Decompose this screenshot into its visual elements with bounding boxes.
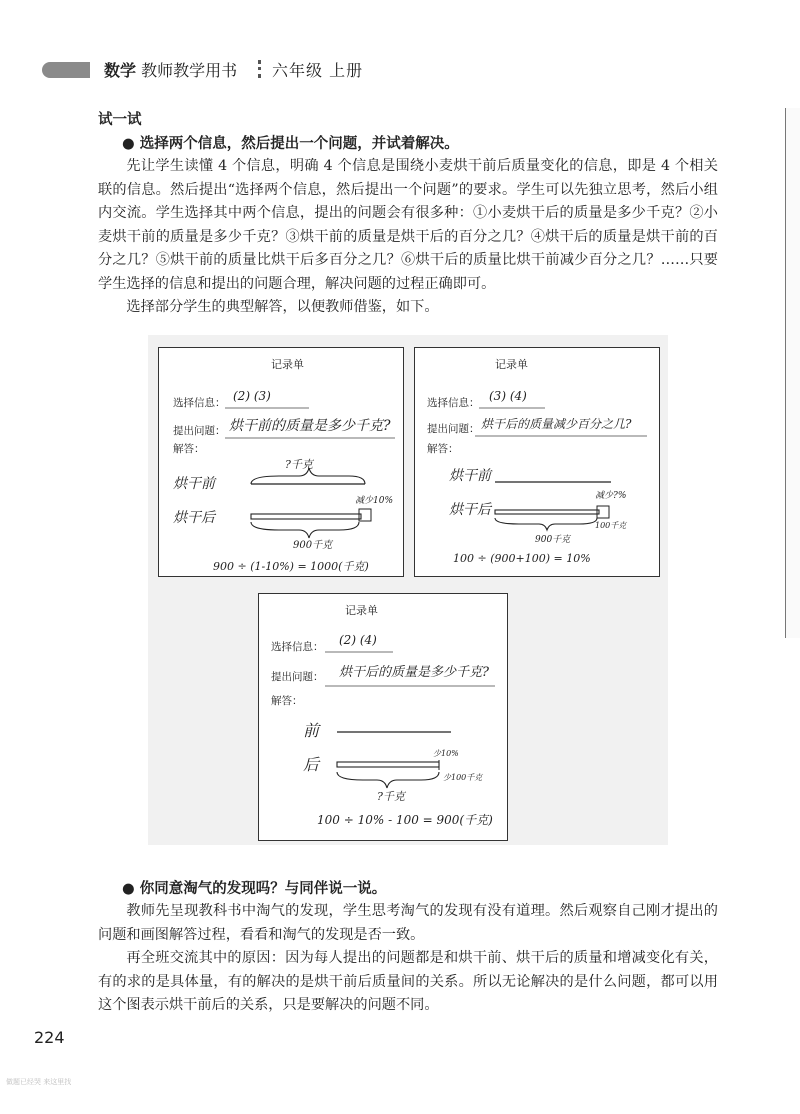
card2-question: 烘干后的质量减少百分之几? — [481, 417, 632, 431]
header-separator — [258, 60, 264, 78]
card2-bottom-brace — [495, 518, 597, 530]
page-number: 224 — [34, 1028, 65, 1047]
card1-bottom-brace — [251, 522, 359, 538]
card3-answer-label: 解答： — [271, 695, 303, 707]
record-card-3 — [258, 593, 508, 841]
card1-reduce-label: 减少10% — [355, 496, 394, 506]
bullet-heading-2: ● 你同意淘气的发现吗？与同伴说一说。 — [122, 881, 387, 897]
card1-equation: 900 ÷ (1-10%) = 1000(千克) — [213, 560, 369, 573]
paragraph-1-container — [98, 155, 718, 320]
card2-small-label: 100千克 — [595, 521, 627, 530]
card2-question-label: 提出问题： — [427, 423, 480, 435]
record-card-1-drawing — [159, 348, 403, 576]
card2-title: 记录单 — [495, 358, 528, 371]
card2-info-label: 选择信息： — [427, 397, 480, 409]
card3-info-label: 选择信息： — [271, 641, 324, 653]
paragraph-3: 教师先呈现教科书中淘气的发现，学生思考淘气的发现有没有道理。然后观察自己刚才提出的问题和画图解答过程，看看和淘气的发现是否一致。 — [98, 903, 718, 943]
card1-top-brace-label: ?千克 — [285, 458, 313, 471]
card2-info-value: (3) (4) — [489, 389, 527, 403]
paragraph-3-container — [98, 900, 718, 1018]
header-tab-decoration — [42, 62, 90, 78]
card1-info-label: 选择信息： — [173, 397, 226, 409]
card3-after-bar — [337, 762, 439, 767]
card3-equation: 100 ÷ 10% - 100 = 900(千克) — [317, 813, 493, 827]
page-edge-bar — [785, 108, 800, 638]
card3-bottom-brace — [337, 772, 439, 788]
card3-small-label: 少100千克 — [443, 773, 483, 782]
card3-row2-label: 后 — [303, 755, 320, 774]
paragraph-4: 再全班交流其中的原因：因为每人提出的问题都是和烘干前、烘干后的质量和增减变化有关，有的求的是具体量，有的解决的是烘干前后质量间的关系。所以无论解决的是什么问题，都可以用这个图表示烘干前后的关系，只是要解决的问题不同。 — [98, 950, 718, 1013]
card2-after-bar — [495, 510, 599, 514]
paragraph-1: 先让学生读懂 4 个信息，明确 4 个信息是围绕小麦烘干前后质量变化的信息，即是 4 个相关联的信息。然后提出“选择两个信息，然后提出一个问题”的要求。学生可以先独立思考，然后小组内交流。学生选择其中两个信息，提出的问题会有很多种：①小麦烘干后的质量是多少千克？②小麦烘干前的质量是多少千克？③烘干前的质量是烘干后的百分之几？④烘干后的质量是烘干前的百分之几？⑤烘干前的质量比烘干后多百分之几？⑥烘干后的质量比烘干前减少百分之几？……只要学生选择的信息和提出的问题合理，解决问题的过程正确即可。 — [98, 158, 718, 292]
card2-reduce-label: 减少?% — [595, 491, 627, 501]
card1-bottom-brace-label: 900千克 — [293, 540, 333, 551]
card2-equation: 100 ÷ (900+100) = 10% — [453, 552, 591, 565]
card1-after-bar — [251, 514, 361, 519]
header-grade: 六年级 上册 — [272, 61, 364, 80]
card2-answer-label: 解答： — [427, 443, 459, 455]
card1-row2-label: 烘干后 — [173, 510, 215, 526]
card1-question-label: 提出问题： — [173, 425, 226, 437]
student-answers-figure — [148, 335, 668, 845]
record-card-2 — [414, 347, 660, 577]
paragraph-2: 选择部分学生的典型解答，以便教师借鉴，如下。 — [126, 299, 439, 315]
card3-reduce-label: 少10% — [433, 749, 459, 758]
card1-question: 烘干前的质量是多少千克? — [229, 418, 391, 434]
record-card-2-drawing — [415, 348, 659, 576]
card2-bottom-brace-label: 900千克 — [535, 535, 571, 545]
card3-info-value: (2) (4) — [339, 633, 377, 647]
section-title: 试一试 — [98, 112, 142, 128]
header-subject: 数学 — [104, 61, 137, 80]
card1-row1-label: 烘干前 — [173, 476, 215, 492]
header-title — [104, 58, 237, 81]
record-card-3-drawing — [259, 594, 507, 840]
card1-title: 记录单 — [271, 358, 304, 371]
card3-row1-label: 前 — [303, 721, 320, 740]
card3-question: 烘干后的质量是多少千克? — [339, 665, 489, 680]
card3-title: 记录单 — [345, 604, 378, 617]
record-card-1 — [158, 347, 404, 577]
card2-row1-label: 烘干前 — [449, 468, 491, 484]
card1-info-value: (2) (3) — [233, 389, 271, 403]
card3-bottom-brace-label: ?千克 — [377, 790, 405, 803]
card2-row2-label: 烘干后 — [449, 502, 491, 518]
card3-question-label: 提出问题： — [271, 671, 324, 683]
card1-top-brace — [251, 468, 365, 484]
header-book: 教师教学用书 — [141, 61, 238, 80]
bullet-heading-1: ● 选择两个信息，然后提出一个问题，并试着解决。 — [122, 136, 459, 152]
watermark: 做题已经哭 来这里找 — [6, 1078, 72, 1086]
card1-answer-label: 解答： — [173, 443, 205, 455]
